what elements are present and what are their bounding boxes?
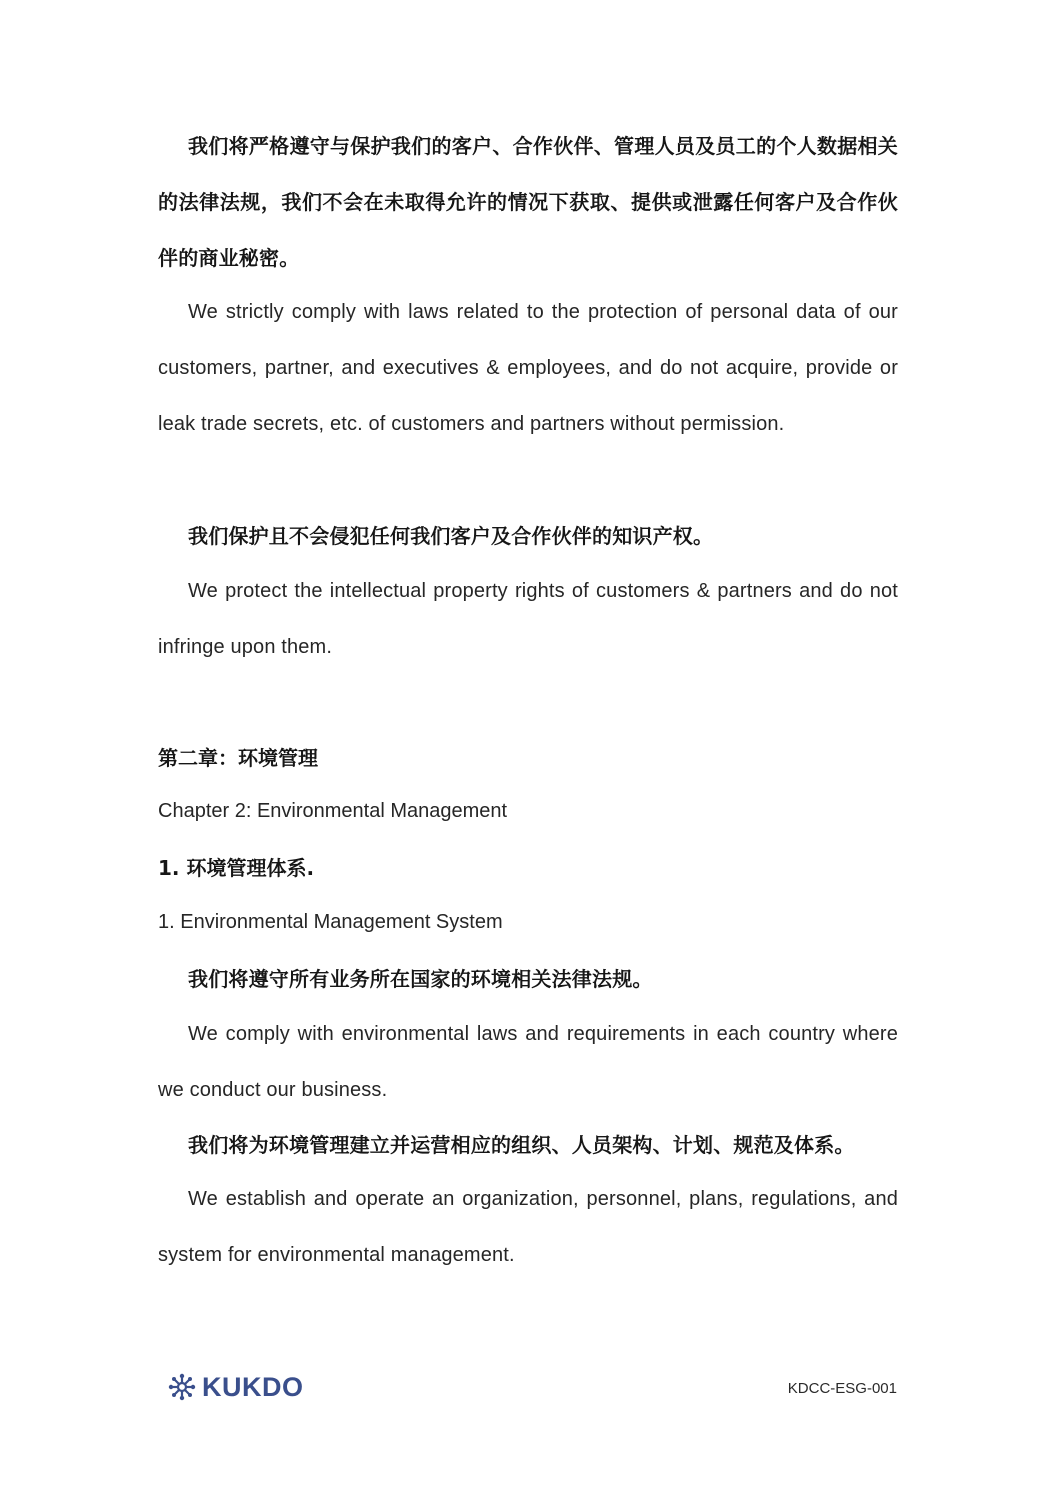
paragraph-compliance-en: We comply with environmental laws and requirements in each country where we conduct our business.	[158, 1023, 898, 1101]
paragraph-privacy-en: We strictly comply with laws related to the protection of personal data of our customers, partner, and executives & employees, and do not acquire, provide or leak trade secrets, etc. of customers and partners without permission.	[158, 301, 898, 435]
paragraph-organization-zh: 我们将为环境管理建立并运营相应的组织、人员架构、计划、规范及体系。	[188, 1133, 855, 1157]
logo-text: KUKDO	[202, 1371, 304, 1402]
paragraph-organization-en: We establish and operate an organization, personnel, plans, regulations, and system for environmental management.	[158, 1188, 898, 1266]
paragraph-compliance-zh: 我们将遵守所有业务所在国家的环境相关法律法规。	[188, 967, 653, 991]
paragraph-ip-en: We protect the intellectual property rights of customers & partners and do not infringe upon them.	[158, 580, 898, 658]
chapter-title-zh: 第二章：环境管理	[158, 746, 318, 770]
chapter-title-en: Chapter 2: Environmental Management	[158, 800, 508, 822]
section-title-en: 1. Environmental Management System	[158, 911, 503, 933]
paragraph-privacy-zh: 我们将严格遵守与保护我们的客户、合作伙伴、管理人员及员工的个人数据相关的法律法规，我们不会在未取得允许的情况下获取、提供或泄露任何客户及合作伙伴的商业秘密。	[158, 134, 898, 270]
section-title-zh: 1. 环境管理体系.	[158, 856, 315, 880]
paragraph-ip-zh: 我们保护且不会侵犯任何我们客户及合作伙伴的知识产权。	[188, 524, 714, 548]
kukdo-flower-icon	[168, 1373, 196, 1401]
document-code: KDCC-ESG-001	[787, 1380, 897, 1397]
kukdo-logo	[168, 1372, 304, 1402]
